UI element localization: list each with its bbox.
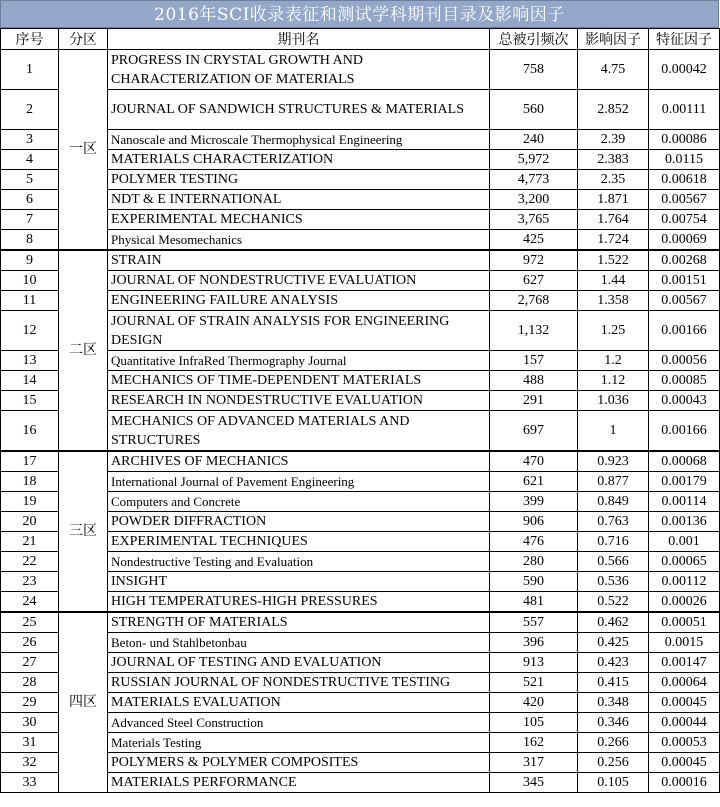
citation-count: 5,972 (490, 150, 578, 170)
row-number: 10 (1, 271, 59, 291)
citation-count: 521 (490, 673, 578, 693)
journal-name: MATERIALS EVALUATION (108, 693, 490, 713)
eigenfactor: 0.00069 (649, 230, 720, 251)
impact-factor: 2.383 (578, 150, 649, 170)
eigenfactor: 0.00151 (649, 271, 720, 291)
journal-name: PROGRESS IN CRYSTAL GROWTH AND CHARACTERIZATION OF MATERIALS (108, 50, 490, 90)
impact-factor: 1.724 (578, 230, 649, 251)
eigenfactor: 0.0015 (649, 633, 720, 653)
eigenfactor: 0.00051 (649, 612, 720, 633)
table-row (1, 753, 720, 773)
journal-name: MATERIALS PERFORMANCE (108, 773, 490, 793)
journal-name: JOURNAL OF TESTING AND EVALUATION (108, 653, 490, 673)
table-row (1, 411, 720, 452)
row-number: 30 (1, 713, 59, 733)
citation-count: 157 (490, 351, 578, 371)
table-row (1, 311, 720, 351)
impact-factor: 0.415 (578, 673, 649, 693)
impact-factor: 1.25 (578, 311, 649, 351)
table-row (1, 230, 720, 251)
impact-factor: 1 (578, 411, 649, 452)
journal-name: ARCHIVES OF MECHANICS (108, 451, 490, 472)
table-row (1, 572, 720, 592)
journal-name: MATERIALS CHARACTERIZATION (108, 150, 490, 170)
row-number: 33 (1, 773, 59, 793)
citation-count: 697 (490, 411, 578, 452)
impact-factor: 0.923 (578, 451, 649, 472)
table-row (1, 391, 720, 411)
row-number: 5 (1, 170, 59, 190)
citation-count: 162 (490, 733, 578, 753)
row-number: 20 (1, 512, 59, 532)
citation-count: 105 (490, 713, 578, 733)
eigenfactor: 0.00086 (649, 130, 720, 150)
row-number: 23 (1, 572, 59, 592)
eigenfactor: 0.0115 (649, 150, 720, 170)
journal-name: NDT & E INTERNATIONAL (108, 190, 490, 210)
journal-name: JOURNAL OF STRAIN ANALYSIS FOR ENGINEERING DESIGN (108, 311, 490, 351)
row-number: 31 (1, 733, 59, 753)
citation-count: 470 (490, 451, 578, 472)
table-row (1, 351, 720, 371)
impact-factor: 1.764 (578, 210, 649, 230)
header-no: 序号 (1, 29, 59, 50)
zone-label: 一区 (59, 50, 108, 251)
citation-count: 317 (490, 753, 578, 773)
eigenfactor: 0.00042 (649, 50, 720, 90)
journal-name: EXPERIMENTAL MECHANICS (108, 210, 490, 230)
citation-count: 627 (490, 271, 578, 291)
header-zone: 分区 (59, 29, 108, 50)
impact-factor: 1.522 (578, 250, 649, 271)
journal-name: Beton- und Stahlbetonbau (108, 633, 490, 653)
impact-factor: 1.44 (578, 271, 649, 291)
citation-count: 488 (490, 371, 578, 391)
citation-count: 557 (490, 612, 578, 633)
impact-factor: 0.849 (578, 492, 649, 512)
eigenfactor: 0.00166 (649, 411, 720, 452)
eigenfactor: 0.00026 (649, 592, 720, 613)
journal-name: EXPERIMENTAL TECHNIQUES (108, 532, 490, 552)
journal-name: JOURNAL OF SANDWICH STRUCTURES & MATERIALS (108, 90, 490, 130)
citation-count: 399 (490, 492, 578, 512)
impact-factor: 0.763 (578, 512, 649, 532)
table-row (1, 472, 720, 492)
impact-factor: 0.346 (578, 713, 649, 733)
eigenfactor: 0.00268 (649, 250, 720, 271)
table-row (1, 50, 720, 90)
citation-count: 420 (490, 693, 578, 713)
eigenfactor: 0.00618 (649, 170, 720, 190)
journal-name: International Journal of Pavement Engineering (108, 472, 490, 492)
citation-count: 3,765 (490, 210, 578, 230)
eigenfactor: 0.00111 (649, 90, 720, 130)
table-row (1, 250, 720, 271)
row-number: 2 (1, 90, 59, 130)
row-number: 32 (1, 753, 59, 773)
row-number: 12 (1, 311, 59, 351)
impact-factor: 2.852 (578, 90, 649, 130)
impact-factor: 1.12 (578, 371, 649, 391)
table-row (1, 733, 720, 753)
journal-name: POLYMER TESTING (108, 170, 490, 190)
journal-name: HIGH TEMPERATURES-HIGH PRESSURES (108, 592, 490, 613)
header-row (1, 29, 720, 50)
impact-factor: 0.423 (578, 653, 649, 673)
impact-factor: 0.266 (578, 733, 649, 753)
impact-factor: 2.39 (578, 130, 649, 150)
row-number: 13 (1, 351, 59, 371)
row-number: 4 (1, 150, 59, 170)
citation-count: 280 (490, 552, 578, 572)
table-body (1, 50, 720, 793)
journal-name: Physical Mesomechanics (108, 230, 490, 251)
table-row (1, 653, 720, 673)
journal-name: RESEARCH IN NONDESTRUCTIVE EVALUATION (108, 391, 490, 411)
impact-factor: 1.871 (578, 190, 649, 210)
citation-count: 476 (490, 532, 578, 552)
journal-name: POWDER DIFFRACTION (108, 512, 490, 532)
eigenfactor: 0.00085 (649, 371, 720, 391)
table-row (1, 713, 720, 733)
table-row (1, 492, 720, 512)
eigenfactor: 0.00065 (649, 552, 720, 572)
table-row (1, 673, 720, 693)
journal-name: JOURNAL OF NONDESTRUCTIVE EVALUATION (108, 271, 490, 291)
row-number: 15 (1, 391, 59, 411)
impact-factor: 0.522 (578, 592, 649, 613)
journal-table (0, 28, 720, 793)
impact-factor: 2.35 (578, 170, 649, 190)
eigenfactor: 0.00045 (649, 753, 720, 773)
journal-name: POLYMERS & POLYMER COMPOSITES (108, 753, 490, 773)
table-row (1, 291, 720, 311)
eigenfactor: 0.00064 (649, 673, 720, 693)
row-number: 8 (1, 230, 59, 251)
table-row (1, 190, 720, 210)
eigenfactor: 0.00179 (649, 472, 720, 492)
journal-name: MECHANICS OF TIME-DEPENDENT MATERIALS (108, 371, 490, 391)
citation-count: 240 (490, 130, 578, 150)
journal-name: Nanoscale and Microscale Thermophysical Engineering (108, 130, 490, 150)
row-number: 14 (1, 371, 59, 391)
journal-name: STRAIN (108, 250, 490, 271)
row-number: 7 (1, 210, 59, 230)
journal-name: ENGINEERING FAILURE ANALYSIS (108, 291, 490, 311)
eigenfactor: 0.001 (649, 532, 720, 552)
row-number: 11 (1, 291, 59, 311)
citation-count: 972 (490, 250, 578, 271)
citation-count: 291 (490, 391, 578, 411)
table-row (1, 592, 720, 613)
row-number: 21 (1, 532, 59, 552)
eigenfactor: 0.00136 (649, 512, 720, 532)
citation-count: 758 (490, 50, 578, 90)
eigenfactor: 0.00053 (649, 733, 720, 753)
row-number: 27 (1, 653, 59, 673)
table-row (1, 371, 720, 391)
citation-count: 621 (490, 472, 578, 492)
journal-name: Quantitative InfraRed Thermography Journal (108, 351, 490, 371)
citation-count: 345 (490, 773, 578, 793)
row-number: 25 (1, 612, 59, 633)
eigenfactor: 0.00567 (649, 190, 720, 210)
header-eigenfactor: 特征因子 (649, 29, 720, 50)
row-number: 19 (1, 492, 59, 512)
citation-count: 1,132 (490, 311, 578, 351)
citation-count: 913 (490, 653, 578, 673)
row-number: 9 (1, 250, 59, 271)
eigenfactor: 0.00567 (649, 291, 720, 311)
citation-count: 590 (490, 572, 578, 592)
impact-factor: 4.75 (578, 50, 649, 90)
eigenfactor: 0.00754 (649, 210, 720, 230)
journal-name: Advanced Steel Construction (108, 713, 490, 733)
citation-count: 560 (490, 90, 578, 130)
row-number: 26 (1, 633, 59, 653)
eigenfactor: 0.00112 (649, 572, 720, 592)
table-row (1, 271, 720, 291)
eigenfactor: 0.00147 (649, 653, 720, 673)
journal-name: STRENGTH OF MATERIALS (108, 612, 490, 633)
eigenfactor: 0.00056 (649, 351, 720, 371)
table-row (1, 532, 720, 552)
citation-count: 425 (490, 230, 578, 251)
eigenfactor: 0.00068 (649, 451, 720, 472)
impact-factor: 0.877 (578, 472, 649, 492)
zone-label: 四区 (59, 612, 108, 793)
impact-factor: 1.2 (578, 351, 649, 371)
impact-factor: 0.425 (578, 633, 649, 653)
table-row (1, 512, 720, 532)
impact-factor: 0.716 (578, 532, 649, 552)
row-number: 16 (1, 411, 59, 452)
table-row (1, 612, 720, 633)
impact-factor: 0.462 (578, 612, 649, 633)
header-impact-factor: 影响因子 (578, 29, 649, 50)
table-row (1, 150, 720, 170)
header-name: 期刊名 (108, 29, 490, 50)
impact-factor: 1.358 (578, 291, 649, 311)
impact-factor: 0.348 (578, 693, 649, 713)
journal-name: Computers and Concrete (108, 492, 490, 512)
impact-factor: 0.256 (578, 753, 649, 773)
eigenfactor: 0.00166 (649, 311, 720, 351)
table-row (1, 552, 720, 572)
row-number: 18 (1, 472, 59, 492)
table-row (1, 130, 720, 150)
citation-count: 2,768 (490, 291, 578, 311)
table-row (1, 210, 720, 230)
table-row (1, 773, 720, 793)
journal-name: INSIGHT (108, 572, 490, 592)
journal-name: RUSSIAN JOURNAL OF NONDESTRUCTIVE TESTING (108, 673, 490, 693)
row-number: 29 (1, 693, 59, 713)
zone-label: 三区 (59, 451, 108, 612)
eigenfactor: 0.00016 (649, 773, 720, 793)
row-number: 24 (1, 592, 59, 613)
eigenfactor: 0.00043 (649, 391, 720, 411)
citation-count: 481 (490, 592, 578, 613)
header-citations: 总被引频次 (490, 29, 578, 50)
table-row (1, 451, 720, 472)
row-number: 17 (1, 451, 59, 472)
row-number: 3 (1, 130, 59, 150)
impact-factor: 1.036 (578, 391, 649, 411)
row-number: 6 (1, 190, 59, 210)
journal-name: Materials Testing (108, 733, 490, 753)
eigenfactor: 0.00114 (649, 492, 720, 512)
table-row (1, 633, 720, 653)
table-row (1, 170, 720, 190)
citation-count: 4,773 (490, 170, 578, 190)
zone-label: 二区 (59, 250, 108, 451)
journal-name: MECHANICS OF ADVANCED MATERIALS AND STRUCTURES (108, 411, 490, 452)
impact-factor: 0.536 (578, 572, 649, 592)
row-number: 22 (1, 552, 59, 572)
citation-count: 906 (490, 512, 578, 532)
table-row (1, 90, 720, 130)
citation-count: 396 (490, 633, 578, 653)
row-number: 28 (1, 673, 59, 693)
table-title: 2016年SCI收录表征和测试学科期刊目录及影响因子 (0, 0, 719, 28)
journal-name: Nondestructive Testing and Evaluation (108, 552, 490, 572)
table-row (1, 693, 720, 713)
impact-factor: 0.566 (578, 552, 649, 572)
impact-factor: 0.105 (578, 773, 649, 793)
eigenfactor: 0.00044 (649, 713, 720, 733)
eigenfactor: 0.00045 (649, 693, 720, 713)
row-number: 1 (1, 50, 59, 90)
citation-count: 3,200 (490, 190, 578, 210)
